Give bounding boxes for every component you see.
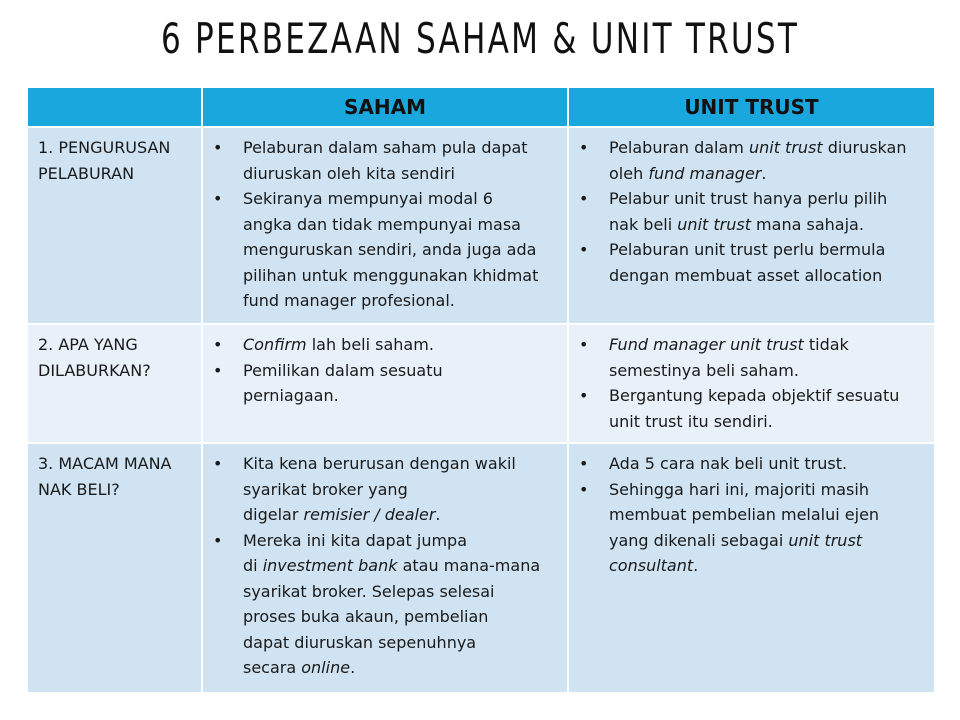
- text-run: tidak: [803, 335, 849, 354]
- text-run: di: [243, 556, 263, 575]
- saham-cell: [202, 127, 568, 324]
- slide-title: 6 PERBEZAAN SAHAM & UNIT TRUST: [160, 14, 800, 63]
- unit-trust-cell: [568, 443, 935, 693]
- bullet-line: [243, 451, 553, 477]
- header-unit-trust: UNIT TRUST: [568, 87, 935, 127]
- table-row: [27, 127, 935, 324]
- bullet-line: [243, 212, 553, 238]
- text-run: remisier / dealer: [303, 505, 436, 524]
- row-label-line: 2. APA YANG: [38, 335, 138, 354]
- text-run: fund manager profesional.: [243, 291, 455, 310]
- bullet-item: [569, 383, 920, 434]
- row-label: [27, 127, 202, 324]
- bullet-line: [609, 332, 920, 358]
- bullet-line: [243, 288, 553, 314]
- text-run: Ada 5 cara nak beli unit trust.: [609, 454, 848, 473]
- text-run: Bergantung kepada objektif sesuatu: [609, 386, 900, 405]
- bullet-line: [609, 212, 920, 238]
- bullet-line: [609, 451, 920, 477]
- bullet-item: [203, 528, 553, 681]
- text-run: Pelaburan unit trust perlu bermula: [609, 240, 886, 259]
- bullet-line: [609, 528, 920, 554]
- saham-cell: [202, 324, 568, 443]
- row-label: [27, 443, 202, 693]
- table-header-row: [27, 87, 935, 127]
- bullet-line: [243, 553, 553, 579]
- bullet-item: [569, 451, 920, 477]
- text-run: lah beli saham.: [306, 335, 434, 354]
- bullet-line: [609, 477, 920, 503]
- text-run: syarikat broker. Selepas selesai: [243, 581, 495, 601]
- text-run: oleh: [609, 163, 649, 183]
- text-run: .: [350, 658, 356, 677]
- text-run: Pelaburan dalam: [609, 138, 749, 157]
- text-run: membuat pembelian melalui ejen: [609, 505, 880, 524]
- header-saham: SAHAM: [202, 87, 568, 127]
- bullet-item: [569, 332, 920, 383]
- bullet-item: [569, 477, 920, 579]
- bullet-item: [203, 451, 553, 528]
- bullet-line: [243, 655, 553, 681]
- unit-trust-cell: [568, 127, 935, 324]
- row-label-line: NAK BELI?: [38, 479, 120, 499]
- row-label-line: PELABURAN: [38, 163, 135, 183]
- text-run: consultant: [609, 556, 694, 575]
- text-run: fund manager: [648, 163, 762, 183]
- bullet-list: [569, 332, 920, 434]
- text-run: perniagaan.: [243, 386, 339, 405]
- row-label-line: 3. MACAM MANA: [38, 454, 172, 473]
- text-run: unit trust itu sendiri.: [609, 411, 773, 431]
- text-run: nak beli: [609, 214, 678, 234]
- bullet-line: [609, 161, 920, 187]
- bullet-line: [243, 477, 553, 503]
- saham-cell: [202, 443, 568, 693]
- bullet-list: [203, 451, 553, 681]
- text-run: yang dikenali sebagai: [609, 530, 789, 550]
- table-row: [27, 324, 935, 443]
- bullet-line: [243, 579, 553, 605]
- text-run: investment bank: [262, 556, 398, 575]
- text-run: .: [435, 505, 441, 524]
- bullet-line: [243, 332, 553, 358]
- bullet-line: [243, 604, 553, 630]
- text-run: Sehingga hari ini, majoriti masih: [609, 479, 869, 499]
- bullet-line: [609, 135, 920, 161]
- bullet-line: [609, 409, 920, 435]
- text-run: diuruskan oleh kita sendiri: [243, 163, 455, 183]
- text-run: Sekiranya mempunyai modal 6: [243, 189, 493, 208]
- unit-trust-cell: [568, 324, 935, 443]
- bullet-line: [243, 630, 553, 656]
- bullet-line: [243, 135, 553, 161]
- bullet-list: [203, 332, 553, 409]
- text-run: dengan membuat asset allocation: [609, 265, 883, 285]
- bullet-line: [243, 263, 553, 289]
- text-run: menguruskan sendiri, anda juga ada: [243, 240, 537, 259]
- bullet-item: [203, 135, 553, 186]
- comparison-table: [26, 86, 936, 694]
- bullet-line: [243, 383, 553, 409]
- text-run: unit trust: [788, 530, 863, 550]
- bullet-item: [569, 135, 920, 186]
- bullet-item: [203, 358, 553, 409]
- text-run: .: [693, 556, 699, 575]
- bullet-line: [243, 186, 553, 212]
- text-run: angka dan tidak mempunyai masa: [243, 214, 521, 234]
- bullet-line: [243, 237, 553, 263]
- text-run: Kita kena berurusan dengan wakil: [243, 454, 516, 473]
- bullet-line: [609, 358, 920, 384]
- text-run: unit trust: [748, 138, 823, 157]
- bullet-line: [609, 237, 920, 263]
- text-run: Pelabur unit trust hanya perlu pilih: [609, 189, 888, 208]
- text-run: secara: [243, 658, 302, 677]
- bullet-item: [569, 237, 920, 288]
- text-run: mana sahaja.: [750, 214, 864, 234]
- text-run: atau mana-mana: [397, 556, 541, 575]
- bullet-line: [609, 186, 920, 212]
- bullet-line: [609, 263, 920, 289]
- text-run: Mereka ini kita dapat jumpa: [243, 530, 467, 550]
- text-run: Pemilikan dalam sesuatu: [243, 360, 443, 380]
- text-run: semestinya beli saham.: [609, 360, 799, 380]
- bullet-line: [609, 553, 920, 579]
- text-run: digelar: [243, 505, 304, 524]
- text-run: Confirm: [243, 335, 307, 354]
- text-run: diuruskan: [822, 138, 907, 157]
- row-label: [27, 324, 202, 443]
- header-corner: [27, 87, 202, 127]
- bullet-list: [569, 451, 920, 579]
- table-row: [27, 443, 935, 693]
- text-run: .: [761, 163, 767, 183]
- row-label-line: DILABURKAN?: [38, 360, 151, 380]
- bullet-line: [609, 502, 920, 528]
- bullet-item: [569, 186, 920, 237]
- text-run: pilihan untuk menggunakan khidmat: [243, 265, 539, 285]
- bullet-list: [203, 135, 553, 314]
- text-run: syarikat broker yang: [243, 479, 408, 499]
- text-run: Fund manager unit trust: [609, 335, 804, 354]
- row-label-line: 1. PENGURUSAN: [38, 138, 171, 157]
- text-run: proses buka akaun, pembelian: [243, 607, 489, 626]
- text-run: online: [301, 658, 351, 677]
- bullet-list: [569, 135, 920, 288]
- bullet-item: [203, 186, 553, 314]
- bullet-line: [609, 383, 920, 409]
- bullet-line: [243, 161, 553, 187]
- text-run: Pelaburan dalam saham pula dapat: [243, 138, 528, 157]
- text-run: unit trust: [677, 214, 751, 234]
- bullet-line: [243, 528, 553, 554]
- text-run: dapat diuruskan sepenuhnya: [243, 632, 477, 652]
- bullet-line: [243, 358, 553, 384]
- bullet-line: [243, 502, 553, 528]
- bullet-item: [203, 332, 553, 358]
